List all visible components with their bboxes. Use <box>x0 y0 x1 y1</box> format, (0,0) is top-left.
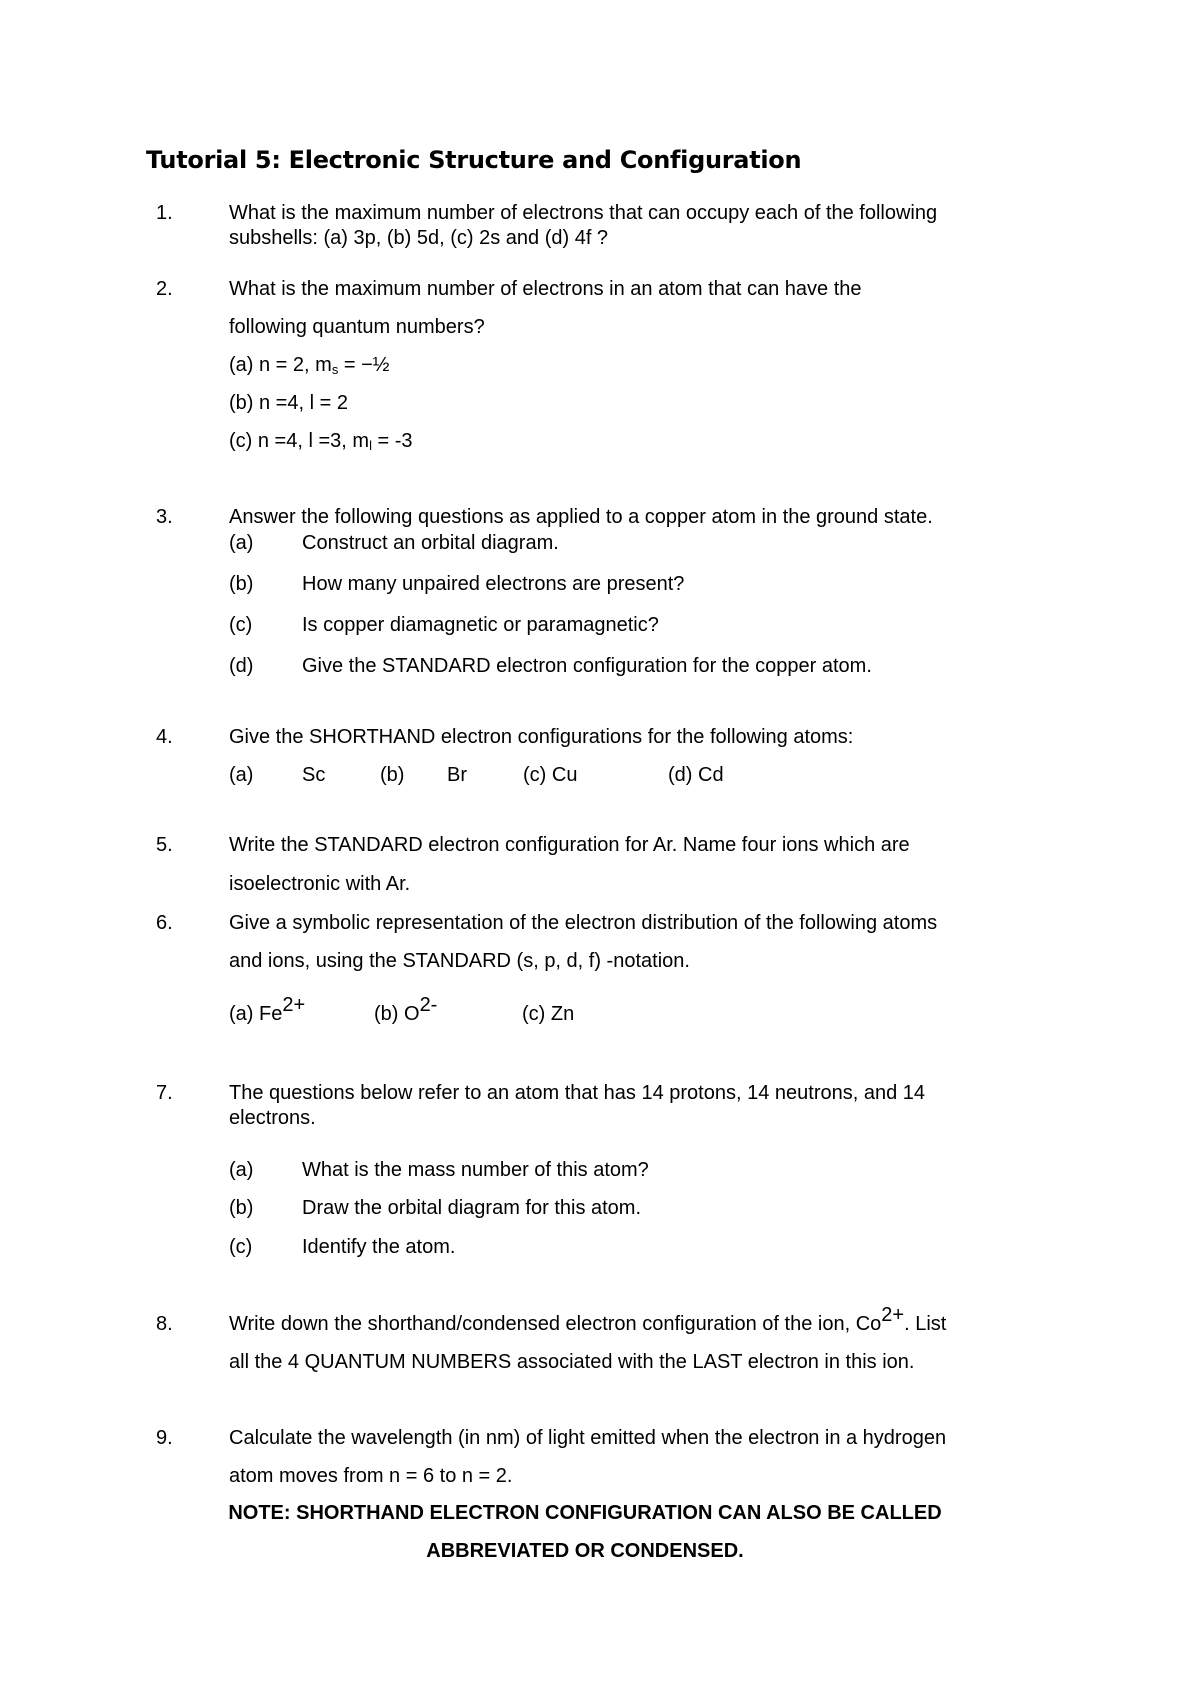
question-3-part-a-text: Construct an orbital diagram. <box>302 532 559 554</box>
question-5-line-2: isoelectronic with Ar. <box>229 873 411 895</box>
question-9-line-2: atom moves from n = 6 to n = 2. <box>229 1465 513 1487</box>
note-line-2: ABBREVIATED OR CONDENSED. <box>426 1540 744 1562</box>
question-3-part-d-label: (d) <box>229 655 254 677</box>
question-1-line-1: What is the maximum number of electrons that can occupy each of the following <box>229 202 938 224</box>
question-8-number: 8. <box>156 1313 173 1335</box>
question-7-number: 7. <box>156 1082 173 1104</box>
question-3-part-b-text: How many unpaired electrons are present? <box>302 573 685 595</box>
question-2-part-a: (a) n = 2, ms = −½ <box>229 354 390 377</box>
question-7-part-b-text: Draw the orbital diagram for this atom. <box>302 1197 642 1219</box>
question-1-number: 1. <box>156 202 173 224</box>
question-2-part-b: (b) n =4, l = 2 <box>229 392 348 414</box>
question-6-part-c: (c) Zn <box>522 1003 575 1025</box>
question-4-line-1: Give the SHORTHAND electron configurations for the following atoms: <box>229 726 854 748</box>
question-5-line-1: Write the STANDARD electron configuration for Ar. Name four ions which are <box>229 834 910 856</box>
question-7-part-c-text: Identify the atom. <box>302 1236 456 1258</box>
question-4-part-a-text: Sc <box>302 764 326 786</box>
question-7-line-1: The questions below refer to an atom that has 14 protons, 14 neutrons, and 14 <box>229 1082 926 1104</box>
question-2-number: 2. <box>156 278 173 300</box>
note-line-1: NOTE: SHORTHAND ELECTRON CONFIGURATION CAN ALSO BE CALLED <box>228 1502 942 1524</box>
question-7-part-b-label: (b) <box>229 1197 254 1219</box>
question-5-number: 5. <box>156 834 173 856</box>
question-7-part-a-text: What is the mass number of this atom? <box>302 1159 649 1181</box>
page-title: Tutorial 5: Electronic Structure and Configuration <box>146 146 802 174</box>
question-3-line-1: Answer the following questions as applied to a copper atom in the ground state. <box>229 506 933 528</box>
question-4-part-c: (c) Cu <box>523 764 578 786</box>
question-3-part-b-label: (b) <box>229 573 254 595</box>
question-6-part-b: (b) $O^{2-}$ <box>374 994 438 1025</box>
question-3-part-c-text: Is copper diamagnetic or paramagnetic? <box>302 614 659 636</box>
question-8-line-1: Write down the shorthand/condensed electron configuration of the ion, $Co^{2+}$. List <box>229 1304 947 1335</box>
question-7-part-a-label: (a) <box>229 1159 254 1181</box>
question-1-line-2: subshells: (a) 3p, (b) 5d, (c) 2s and (d) 4f ? <box>229 227 609 249</box>
question-3-part-c-label: (c) <box>229 614 253 636</box>
question-9-line-1: Calculate the wavelength (in nm) of light emitted when the electron in a hydrogen <box>229 1427 947 1449</box>
question-2-line-1: What is the maximum number of electrons in an atom that can have the <box>229 278 862 300</box>
question-6-number: 6. <box>156 912 173 934</box>
question-2-line-2: following quantum numbers? <box>229 316 485 338</box>
question-9-number: 9. <box>156 1427 173 1449</box>
question-3-number: 3. <box>156 506 173 528</box>
question-3-part-d-text: Give the STANDARD electron configuration for the copper atom. <box>302 655 872 677</box>
question-8-line-2: all the 4 QUANTUM NUMBERS associated with the LAST electron in this ion. <box>229 1351 915 1373</box>
question-7-line-2: electrons. <box>229 1107 316 1129</box>
question-6-part-a: (a) $Fe^{2+}$ <box>229 994 306 1025</box>
question-7-part-c-label: (c) <box>229 1236 253 1258</box>
question-4-part-b-label: (b) <box>380 764 405 786</box>
question-2-part-c: (c) n =4, l =3, ml = -3 <box>229 430 413 453</box>
question-4-part-d: (d) Cd <box>668 764 724 786</box>
question-6-line-1: Give a symbolic representation of the electron distribution of the following atoms <box>229 912 938 934</box>
question-3-part-a-label: (a) <box>229 532 254 554</box>
question-4-part-b-text: Br <box>447 764 467 786</box>
question-4-part-a-label: (a) <box>229 764 254 786</box>
question-4-number: 4. <box>156 726 173 748</box>
question-6-line-2: and ions, using the STANDARD (s, p, d, f) -notation. <box>229 950 690 972</box>
